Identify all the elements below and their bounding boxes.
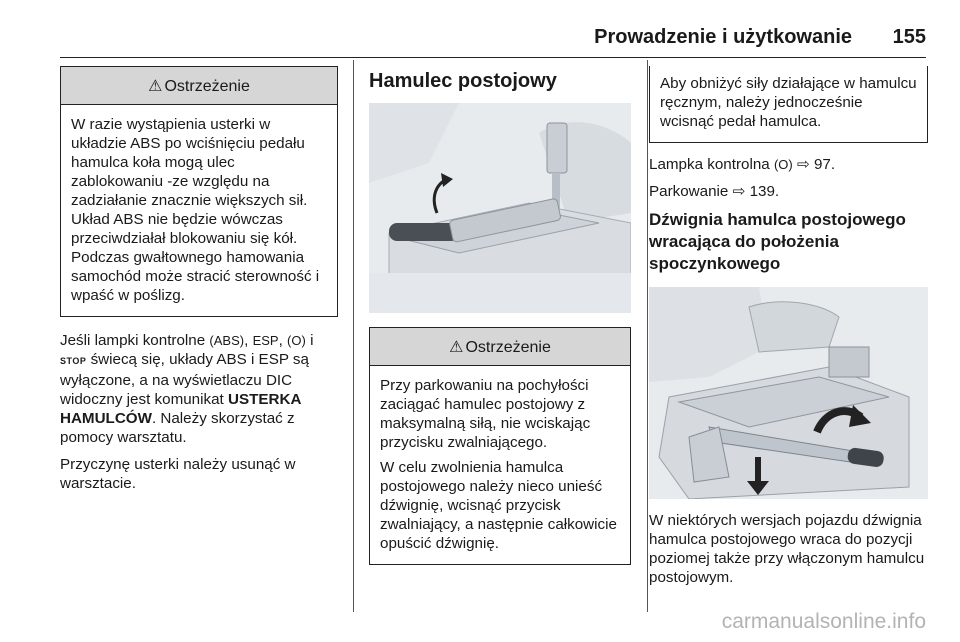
parking-brake-figure — [369, 103, 631, 313]
parking-brake-illustration — [369, 103, 631, 313]
repair-paragraph: Przyczynę usterki należy usunąć w warsztacie. — [60, 456, 296, 492]
reference-arrow-icon: ⇨ — [796, 156, 810, 173]
warning-icon: ⚠ — [449, 339, 464, 356]
column-2 — [369, 66, 631, 565]
parking-warning-text-2: W celu zwolnienia hamulca postojowego należy nieco unieść dźwignię, wcisnąć przycisk zwalniający, a następnie całkowicie opuścić dźwignię. — [380, 459, 617, 552]
lever-illustration — [649, 287, 928, 499]
warning-box-body — [370, 366, 630, 564]
lever-subheading: Dźwignia hamulca postojowego wracająca do położenia spoczynkowego — [649, 210, 906, 273]
parkowanie-reference: Parkowanie ⇨ 139. — [649, 183, 780, 200]
warning-box-body — [61, 105, 337, 316]
warning-box-header — [370, 328, 630, 366]
section-title: Hamulec postojowy — [369, 70, 557, 92]
abs-warning-box — [60, 66, 338, 317]
esp-lamp-icon: ESP — [252, 333, 279, 348]
warning-box-header — [61, 67, 337, 105]
page-header-title: Prowadzenie i użytkowanie — [594, 26, 852, 48]
column-1 — [60, 66, 338, 501]
dic-message: USTERKA HAMULCÓW — [60, 391, 301, 427]
abs-esp-paragraph: Jeśli lampki kontrolne (ABS), ESP, (O) i STOP świecą się, układy ABS i ESP są wyłączone, a na wyświetlaczu DIC widoczny jest komunikat USTERKA HAMULCÓW. Należy skorzystać z pomocy warsztatu. — [60, 332, 314, 446]
brake-lamp-icon: (O) — [287, 333, 306, 348]
pedal-note-box — [649, 66, 928, 143]
parking-warning-text-1: Przy parkowaniu na pochyłości zaciągać hamulec postojowy z maksymalną siłą, nie wciskając przycisku zwalniającego. — [380, 377, 591, 451]
warning-title: Ostrzeżenie — [164, 78, 250, 95]
watermark: carmanualsonline.info — [721, 610, 926, 633]
page-number: 155 — [892, 26, 926, 48]
pedal-note-text: Aby obniżyć siły działające w hamulcu ręcznym, należy jednocześnie wcisnąć pedał hamulca. — [660, 75, 917, 130]
header-divider — [60, 57, 926, 58]
column-3 — [649, 66, 928, 595]
stop-lamp-icon: STOP — [60, 356, 87, 366]
warning-icon: ⚠ — [148, 78, 163, 95]
lever-figure — [649, 287, 928, 499]
lampka-reference: Lampka kontrolna (O) ⇨ 97. — [649, 156, 836, 173]
column-divider-2 — [647, 60, 648, 612]
parking-warning-box — [369, 327, 631, 565]
brake-lamp-icon: (O) — [773, 157, 793, 172]
warning-title: Ostrzeżenie — [465, 339, 551, 356]
abs-warning-text: W razie wystąpienia usterki w układzie ABS po wciśnięciu pedału hamulca koła mogą ulec zablokowaniu -ze względu na zadziałanie znacznie większych sił. Układ ABS nie będzie wówczas przeciwdziałał blokowaniu się kół. Podczas gwałtownego hamowania samochód może stracić sterowność i wpaść w poślizg. — [71, 116, 320, 304]
abs-lamp-icon: (ABS) — [209, 333, 245, 348]
column-divider-1 — [353, 60, 354, 612]
lever-bottom-text: W niektórych wersjach pojazdu dźwignia hamulca postojowego wraca do pozycji poziomej także przy włączonym hamulcu postojowym. — [649, 512, 925, 586]
reference-arrow-icon: ⇨ — [732, 183, 746, 200]
